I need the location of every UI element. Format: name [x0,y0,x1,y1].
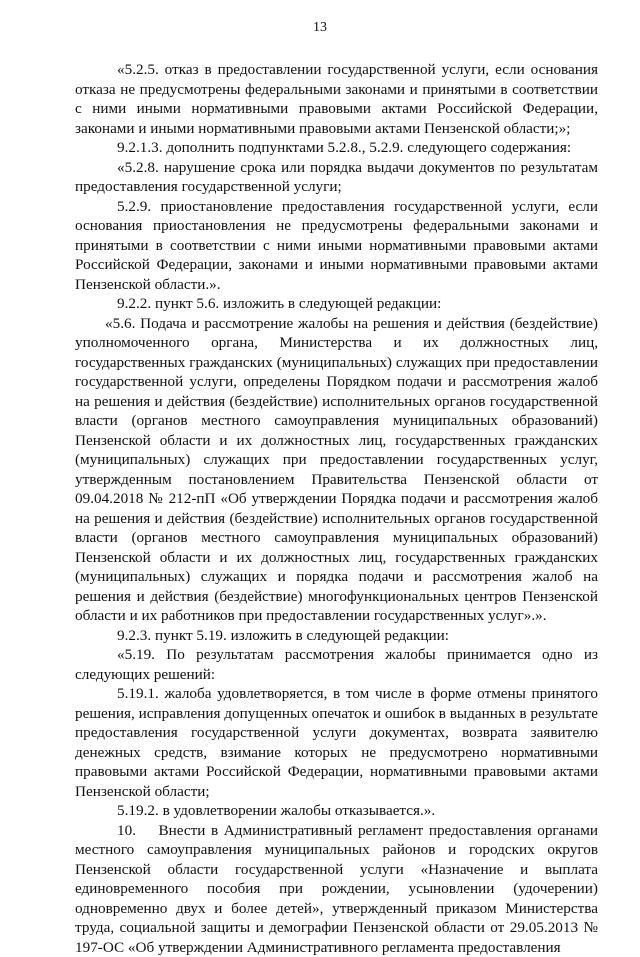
paragraph-9-2-1-3: 9.2.1.3. дополнить подпунктами 5.2.8., 5.2.9. следующего содержания: [75,138,598,158]
page-number: 13 [0,20,640,36]
paragraph-5-2-5: «5.2.5. отказ в предоставлении государственной услуги, если основания отказа не предусмотрены федеральными законами и принятыми в соответствии с ними иными нормативными правовыми актами Российской Федерации, законами и иными нормативными правовыми актами Пензенской области;»; [75,60,598,138]
paragraph-5-2-9: 5.2.9. приостановление предоставления государственной услуги, если основания приостановления не предусмотрены федеральными законами и принятыми в соответствии с ними иными нормативными правовыми актами Российской Федерации, законами и иными нормативными правовыми актами Пензенской области.». [75,197,598,295]
paragraph-5-2-8: «5.2.8. нарушение срока или порядка выдачи документов по результатам предоставления государственной услуги; [75,158,598,197]
paragraph-5-6: «5.6. Подача и рассмотрение жалобы на решения и действия (бездействие) уполномоченного органа, Министерства и их должностных лиц, государственных гражданских (муниципальных) служащих при предоставлении государственной услуги, определены Порядком подачи и рассмотрения жалоб на решения и действия (бездействие) исполнительных органов государственной власти (органов местного самоуправления муниципальных образований) Пензенской области и их должностных лиц, государственных гражданских (муниципальных) служащих при предоставлении государственных услуг, утвержденным постановлением Правительства Пензенской области от 09.04.2018 № 212-пП «Об утверждении Порядка подачи и рассмотрения жалоб на решения и действия (бездействие) исполнительных органов государственной власти (органов местного самоуправления муниципальных образований) Пензенской области и их должностных лиц, государственных гражданских (муниципальных) служащих и порядка подачи и рассмотрения жалоб на решения и действия (бездействие) многофункциональных центров Пензенской области и их работников при предоставлении государственных услуг».». [75,314,598,626]
paragraph-5-19-1: 5.19.1. жалоба удовлетворяется, в том числе в форме отмены принятого решения, исправления допущенных опечаток и ошибок в выданных в результате предоставления государственной услуги документах, возврата заявителю денежных средств, взимание которых не предусмотрено нормативными правовыми актами Российской Федерации, нормативными правовыми актами Пензенской области; [75,684,598,801]
paragraph-10: 10. Внести в Административный регламент предоставления органами местного самоуправления муниципальных районов и городских округов Пензенской области государственной услуги «Назначение и выплата единовременного пособия при рождении, усыновлении (удочерении) одновременно двух и более детей», утвержденный приказом Министерства труда, социальной защиты и демографии Пензенской области от 29.05.2013 № 197-ОС «Об утверждении Административного регламента предоставления [75,821,598,957]
paragraph-5-19: «5.19. По результатам рассмотрения жалобы принимается одно из следующих решений: [75,645,598,684]
paragraph-9-2-2: 9.2.2. пункт 5.6. изложить в следующей редакции: [75,294,598,314]
paragraph-9-2-3: 9.2.3. пункт 5.19. изложить в следующей редакции: [75,626,598,646]
paragraph-5-19-2: 5.19.2. в удовлетворении жалобы отказывается.». [75,801,598,821]
document-body [75,60,598,957]
